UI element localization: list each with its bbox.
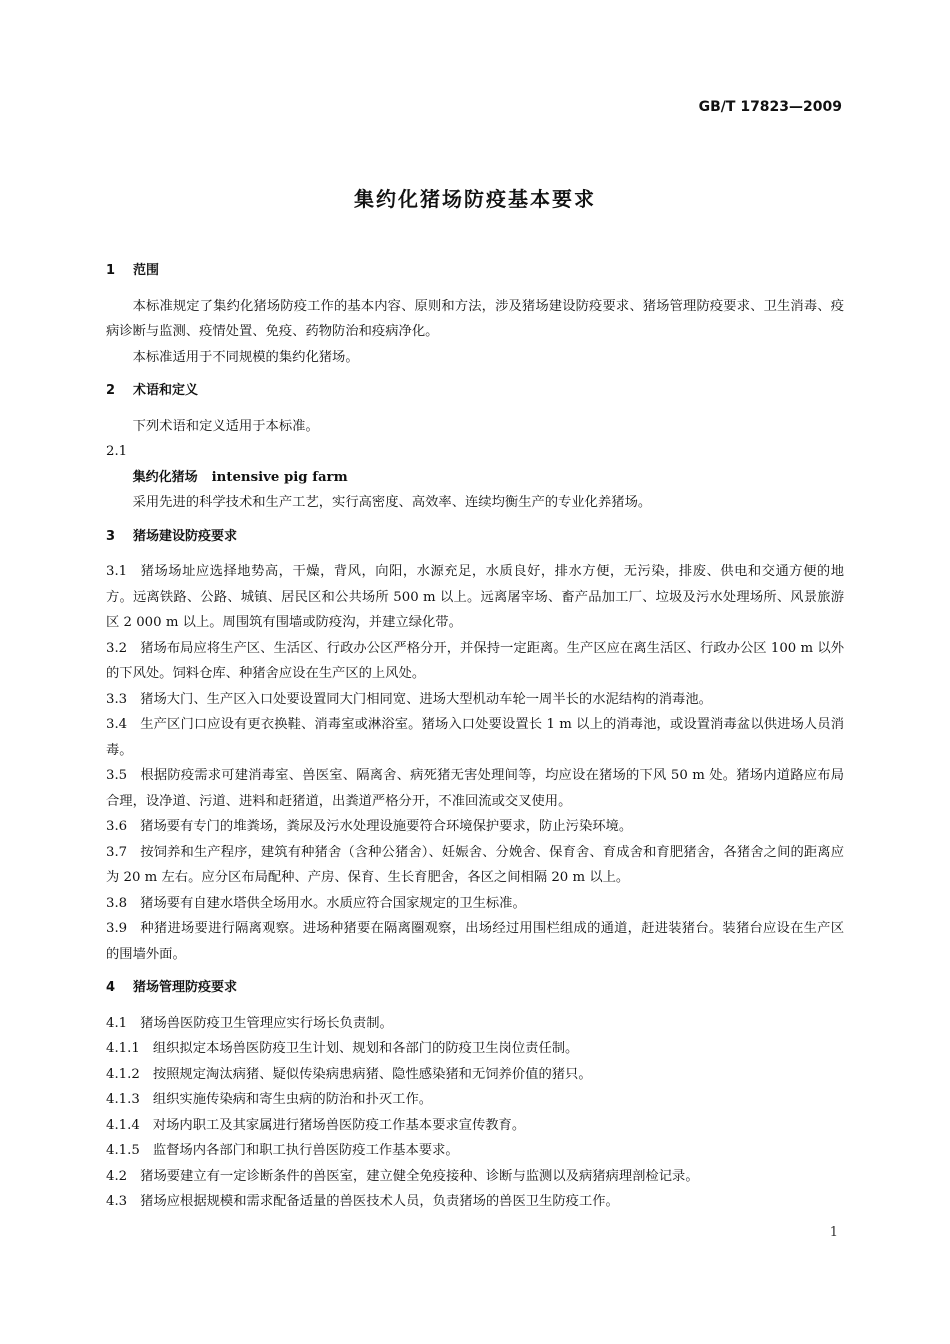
clause xyxy=(106,636,844,687)
clause-text: 猪场应根据规模和需求配备适量的兽医技术人员，负责猪场的兽医卫生防疫工作。 xyxy=(140,1194,619,1209)
clause-text: 组织实施传染病和寄生虫病的防治和扑灭工作。 xyxy=(152,1092,433,1107)
clause-text: 猪场大门、生产区入口处要设置同大门相同宽、进场大型机动车轮一周半长的水泥结构的消毒池。 xyxy=(140,691,712,707)
clause-number: 3.5 xyxy=(106,768,128,783)
term-definition: 采用先进的科学技术和生产工艺，实行高密度、高效率、连续均衡生产的专业化养猪场。 xyxy=(132,495,652,510)
standard-code: GB/T 17823—2009 xyxy=(698,99,842,115)
clause-text: 猪场布局应将生产区、生活区、行政办公区严格分开，并保持一定距离。生产区应在离生活区、行政办公区 100 m 以外的下风处。饲料仓库、种猪舍应设在生产区的上风处。 xyxy=(106,640,844,681)
clause-number: 3.7 xyxy=(106,844,128,860)
clause-text: 种猪进场要进行隔离观察。进场种猪要在隔离圈观察，出场经过用围栏组成的通道，赶进装猪台。装猪台应设在生产区的围墙外面。 xyxy=(106,921,844,962)
section-heading-2 xyxy=(106,378,844,404)
clause xyxy=(106,916,844,967)
clause xyxy=(106,1036,844,1062)
clause-number: 3.1 xyxy=(106,564,128,579)
term-entry xyxy=(106,465,844,491)
clause-text: 组织拟定本场兽医防疫卫生计划、规划和各部门的防疫卫生岗位责任制。 xyxy=(152,1041,579,1056)
clause-text: 猪场场址应选择地势高，干燥，背风，向阳，水源充足，水质良好，排水方便，无污染，排废、供电和交通方便的地方。远离铁路、公路、城镇、居民区和公共场所 500 m 以上。远离屠宰场、畜产品加工厂、垃圾及污水处理场所、风景旅游区 2 000 m 以上。周围筑有围墙或防疫沟，并建立绿化带。 xyxy=(106,564,844,630)
clause xyxy=(106,559,844,636)
clause-number: 4.1.3 xyxy=(106,1092,140,1107)
clause-number: 3.8 xyxy=(106,895,128,911)
section-heading-3 xyxy=(106,524,844,550)
term-english: intensive pig farm xyxy=(211,469,348,485)
section-number: 2 xyxy=(106,383,116,398)
section-number: 1 xyxy=(106,263,116,278)
clause xyxy=(106,712,844,763)
clause-number: 4.1.5 xyxy=(106,1143,140,1158)
clause-number: 3.2 xyxy=(106,640,128,656)
section-heading-4 xyxy=(106,975,844,1001)
clause-number: 2.1 xyxy=(106,444,128,459)
clause xyxy=(106,1087,844,1113)
section-title: 猪场管理防疫要求 xyxy=(133,980,238,995)
clause-number: 4.3 xyxy=(106,1194,128,1209)
clause-number: 4.2 xyxy=(106,1168,128,1184)
clause xyxy=(106,1189,844,1215)
page-number: 1 xyxy=(829,1225,838,1240)
clause-number: 4.1.4 xyxy=(106,1117,140,1133)
clause xyxy=(106,1138,844,1164)
clause xyxy=(106,687,844,713)
document-title: 集约化猪场防疫基本要求 xyxy=(354,187,596,211)
clause-text: 根据防疫需求可建消毒室、兽医室、隔离舍、病死猪无害处理间等，均应设在猪场的下风 50 m 处。猪场内道路应布局合理，设净道、污道、进料和赶猪道，出粪道严格分开，不准回流或交叉使用。 xyxy=(106,768,844,809)
document-body xyxy=(106,258,844,1215)
clause-number: 3.3 xyxy=(106,691,128,707)
clause-text: 按照规定淘汰病猪、疑似传染病患病猪、隐性感染猪和无饲养价值的猪只。 xyxy=(152,1066,592,1082)
clause-number: 3.6 xyxy=(106,819,128,834)
clause-text: 生产区门口应设有更衣换鞋、消毒室或淋浴室。猪场入口处要设置长 1 m 以上的消毒池，或设置消毒盆以供进场人员消毒。 xyxy=(106,717,844,758)
clause xyxy=(106,1011,844,1037)
clause-text: 监督场内各部门和职工执行兽医防疫工作基本要求。 xyxy=(152,1143,459,1158)
clause xyxy=(106,1164,844,1190)
section-title: 猪场建设防疫要求 xyxy=(133,528,238,544)
clause-number: 4.1.2 xyxy=(106,1066,140,1082)
section-number: 3 xyxy=(106,528,116,544)
clause-text: 猪场要有自建水塔供全场用水。水质应符合国家规定的卫生标准。 xyxy=(140,895,526,911)
section-number: 4 xyxy=(106,980,116,995)
paragraph: 本标准规定了集约化猪场防疫工作的基本内容、原则和方法，涉及猪场建设防疫要求、猪场管理防疫要求、卫生消毒、疫病诊断与监测、疫情处置、免疫、药物防治和疫病净化。 xyxy=(106,298,844,339)
clause-number: 4.1 xyxy=(106,1015,128,1031)
paragraph: 下列术语和定义适用于本标准。 xyxy=(132,418,319,434)
clause xyxy=(106,891,844,917)
term-chinese: 集约化猪场 xyxy=(132,469,198,485)
clause xyxy=(106,1113,844,1139)
clause xyxy=(106,814,844,840)
clause xyxy=(106,840,844,891)
section-heading-1 xyxy=(106,258,844,284)
paragraph: 本标准适用于不同规模的集约化猪场。 xyxy=(132,349,359,365)
clause-text: 按饲养和生产程序，建筑有种猪舍（含种公猪舍）、妊娠舍、分娩舍、保育舍、育成舍和育肥猪舍，各猪舍之间的距离应为 20 m 左右。应分区布局配种、产房、保育、生长育肥舍，各区之间相隔 20 m 以上。 xyxy=(106,844,844,885)
clause-text: 猪场兽医防疫卫生管理应实行场长负责制。 xyxy=(140,1015,393,1031)
clause-number: 3.4 xyxy=(106,717,128,732)
clause-number: 3.9 xyxy=(106,921,128,936)
clause xyxy=(106,763,844,814)
clause xyxy=(106,1062,844,1088)
clause-number: 4.1.1 xyxy=(106,1041,140,1056)
clause-text: 猪场要有专门的堆粪场，粪尿及污水处理设施要符合环境保护要求，防止污染环境。 xyxy=(140,819,633,834)
clause-text: 猪场要建立有一定诊断条件的兽医室，建立健全免疫接种、诊断与监测以及病猪病理剖检记录。 xyxy=(140,1168,699,1184)
section-title: 术语和定义 xyxy=(133,383,199,398)
section-title: 范围 xyxy=(133,263,160,278)
clause-text: 对场内职工及其家属进行猪场兽医防疫工作基本要求宣传教育。 xyxy=(152,1117,526,1133)
